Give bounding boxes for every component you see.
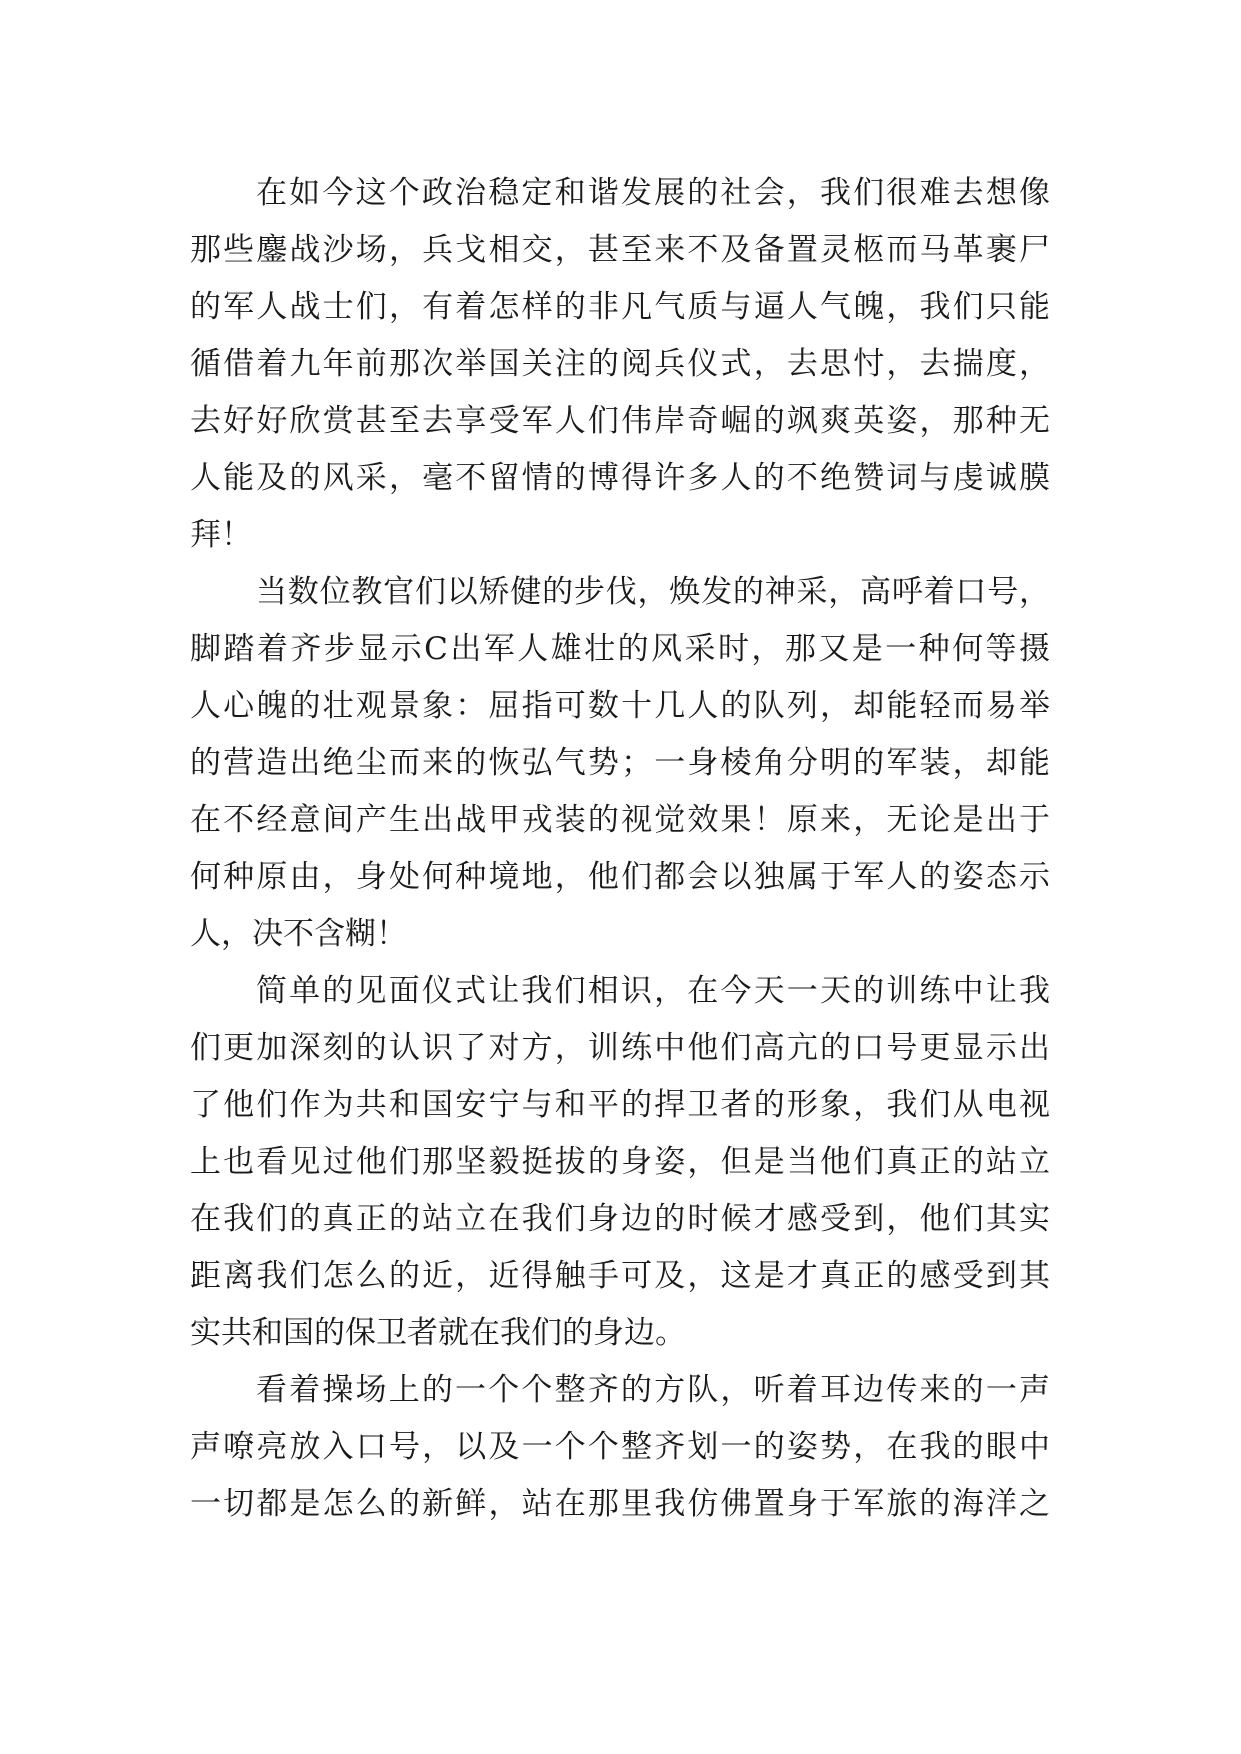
paragraph-2-line-5: 在不经意间产生出战甲戎装的视觉效果！原来，无论是出于 — [190, 802, 1050, 838]
paragraph-4-line-2: 声嘹亮放入口号，以及一个个整齐划一的姿势，在我的眼中 — [190, 1429, 1050, 1465]
paragraph-2-line-3: 人心魄的壮观景象：屈指可数十几人的队列，却能轻而易举 — [190, 688, 1050, 724]
paragraph-2-line-4: 的营造出绝尘而来的恢弘气势；一身棱角分明的军装，却能 — [190, 745, 1050, 781]
paragraph-3-line-2: 们更加深刻的认识了对方，训练中他们高亢的口号更显示出 — [190, 1030, 1050, 1066]
paragraph-1-line-4: 循借着九年前那次举国关注的阅兵仪式，去思忖，去揣度， — [190, 346, 1050, 382]
paragraph-3-line-3: 了他们作为共和国安宁与和平的捍卫者的形象，我们从电视 — [190, 1087, 1050, 1123]
paragraph-3-line-6: 距离我们怎么的近，近得触手可及，这是才真正的感受到其 — [190, 1258, 1050, 1294]
paragraph-3-line-4: 上也看见过他们那坚毅挺拔的身姿，但是当他们真正的站立 — [190, 1144, 1050, 1180]
paragraph-1-line-1: 在如今这个政治稳定和谐发展的社会，我们很难去想像 — [256, 175, 1050, 211]
paragraph-2-line-6: 何种原由，身处何种境地，他们都会以独属于军人的姿态示 — [190, 859, 1050, 895]
paragraph-3-line-1: 简单的见面仪式让我们相识，在今天一天的训练中让我 — [256, 973, 1050, 1009]
paragraph-3-line-5: 在我们的真正的站立在我们身边的时候才感受到，他们其实 — [190, 1201, 1050, 1237]
paragraph-4-line-1: 看着操场上的一个个整齐的方队，听着耳边传来的一声 — [256, 1372, 1050, 1408]
paragraph-4-line-3: 一切都是怎么的新鲜，站在那里我仿佛置身于军旅的海洋之 — [190, 1486, 1050, 1522]
paragraph-2-line-1: 当数位教官们以矫健的步伐，焕发的神采，高呼着口号， — [256, 574, 1050, 610]
paragraph-1-line-5: 去好好欣赏甚至去享受军人们伟岸奇崛的飒爽英姿，那种无 — [190, 403, 1050, 439]
paragraph-1-line-6: 人能及的风采，毫不留情的博得许多人的不绝赞词与虔诚膜 — [190, 460, 1050, 496]
paragraph-2-line-2: 脚踏着齐步显示C出军人雄壮的风采时，那又是一种何等摄 — [190, 631, 1050, 667]
paragraph-1-line-3: 的军人战士们，有着怎样的非凡气质与逼人气魄，我们只能 — [190, 289, 1050, 325]
paragraph-1-line-7: 拜！ — [190, 517, 252, 553]
paragraph-1-line-2: 那些鏖战沙场，兵戈相交，甚至来不及备置灵柩而马革裹尸 — [190, 232, 1050, 268]
paragraph-2-line-7: 人，决不含糊！ — [190, 916, 407, 952]
paragraph-3-line-7: 实共和国的保卫者就在我们的身边。 — [190, 1315, 686, 1351]
